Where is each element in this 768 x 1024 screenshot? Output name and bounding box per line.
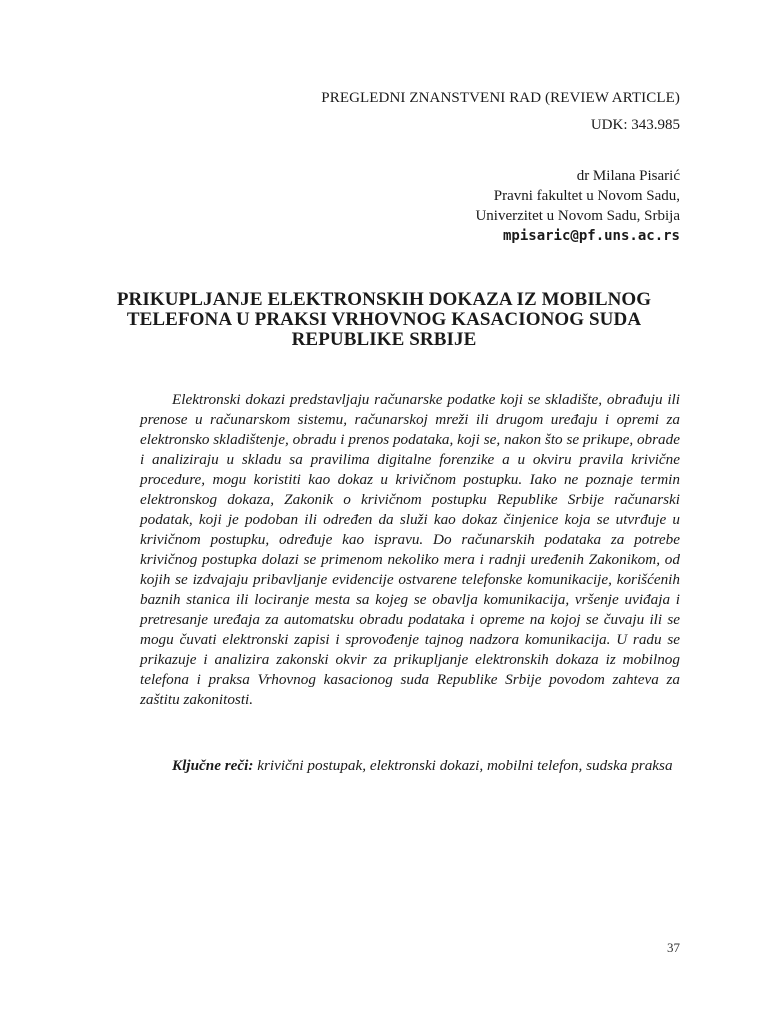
title-line-2: TELEFONA U PRAKSI VRHOVNOG KASACIONOG SUDA (126, 309, 642, 330)
paper-title (96, 290, 672, 350)
author-block (475, 166, 680, 246)
keywords-text: krivični postupak, elektronski dokazi, mobilni telefon, sudska praksa (257, 757, 673, 774)
article-type: PREGLEDNI ZNANSTVENI RAD (REVIEW ARTICLE) (321, 90, 680, 106)
author-name: dr Milana Pisarić (576, 168, 680, 184)
author-affiliation-2: Univerzitet u Novom Sadu, Srbija (475, 208, 680, 224)
author-affiliation-1: Pravni fakultet u Novom Sadu, (493, 188, 680, 204)
author-email[interactable]: mpisaric@pf.uns.ac.rs (502, 228, 680, 244)
title-line-1: PRIKUPLJANJE ELEKTRONSKIH DOKAZA IZ MOBILNOG (116, 289, 652, 310)
keywords (140, 756, 680, 776)
page-number: 37 (667, 940, 680, 955)
udk-code: UDK: 343.985 (590, 117, 680, 133)
keywords-label: Ključne reči: (172, 757, 254, 774)
abstract-text: Elektronski dokazi predstavljaju računarske podatke koji se skladište, obrađuju ili prenose u računarskom sistemu, računarskoj mreži ili drugom uređaju i opremi za elektronsko skladištenje, obradu i prenos podataka, koji se, nakon što se prikupe, obrade i analiziraju u skladu sa pravilima digitalne forenzike a u okviru pravila krivične procedure, mogu koristiti kao dokaz u krivičnom postupku. Iako ne poznaje termin elektronskog dokaza, Zakonik o krivičnom postupku Republike Srbije računarski podatak, koji je podoban ili određen da služi kao dokaz činjenice koja se utvrđuje u krivičnom postupku, određuje kao ispravu. Do računarskih podataka za potrebe krivičnog postupka dolazi se primenom nekoliko mera i radnji uređenih Zakonikom, od kojih se izdvajaju pribavljanje evidencije ostvarene telefonske komunikacije, korišćenih baznih stanica ili lociranje mesta sa kojeg se obavlja komunikacija, vršenje uviđaja i pretresanje uređaja za automatsku obradu podataka i opreme na kojoj se čuvaju ili se mogu čuvati elektronski zapisi i sprovođenje tajnog nadzora komunikacija. U radu se prikazuje i analizira zakonski okvir za prikupljanje elektronskih dokaza iz mobilnog telefona i praksa Vrhovnog kasacionog suda Republike Srbije povodom zahteva za zaštitu zakonitosti. (140, 391, 680, 708)
title-line-3: REPUBLIKE SRBIJE (291, 329, 477, 350)
article-header (321, 88, 680, 135)
